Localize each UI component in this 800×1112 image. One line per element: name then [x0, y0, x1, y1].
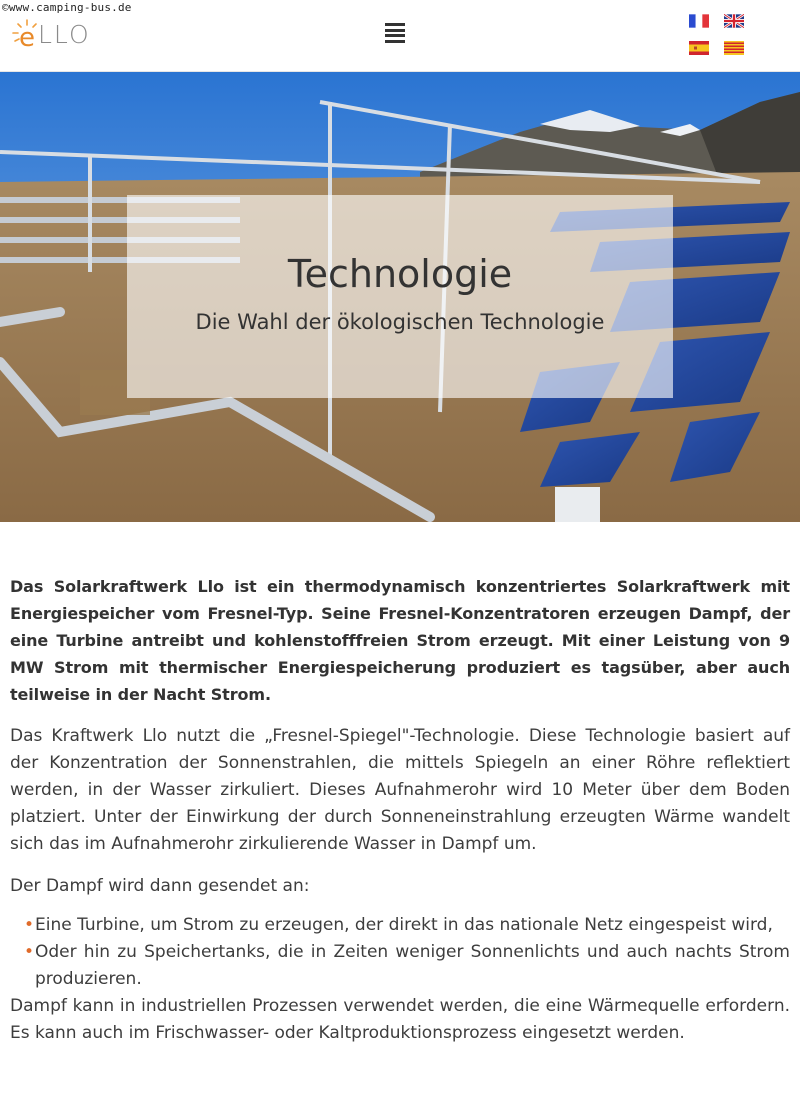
logo-letter: e	[19, 23, 35, 50]
flag-spain-icon[interactable]	[689, 41, 709, 55]
watermark: ©www.camping-bus.de	[2, 1, 132, 14]
industrial-paragraph: Dampf kann in industriellen Prozessen verwendet werden, die eine Wärmequelle erfordern. Es kann auch im Frischwasser- oder Kaltproduktionsprozess eingesetzt werden.	[10, 996, 790, 1043]
main-content	[10, 573, 790, 1062]
flag-uk-icon[interactable]	[724, 14, 744, 28]
logo[interactable]	[10, 14, 110, 54]
list-item	[10, 939, 790, 993]
steam-uses-list	[10, 912, 790, 993]
hamburger-icon-bar	[385, 29, 405, 32]
hamburger-icon-bar	[385, 40, 405, 43]
list-item-text: Oder hin zu Speichertanks, die in Zeiten weniger Sonnenlichts und auch nachts Strom produzieren.	[35, 942, 790, 989]
flag-catalonia-icon[interactable]	[724, 41, 744, 55]
page-subtitle: Die Wahl der ökologischen Technologie	[195, 310, 605, 334]
steam-intro-paragraph: Der Dampf wird dann gesendet an:	[10, 876, 310, 896]
list-item	[10, 912, 790, 939]
hamburger-icon-bar	[385, 34, 405, 37]
bullet-icon: •	[24, 942, 35, 962]
bullet-icon: •	[24, 915, 35, 935]
technology-paragraph: Das Kraftwerk Llo nutzt die „Fresnel-Spiegel"-Technologie. Diese Technologie basiert auf der Konzentration der Sonnenstrahlen, die mittels Spiegeln an einer Röhre reflektiert werden, in der Wasser zirkuliert. Dieses Aufnahmerohr wird 10 Meter über dem Boden platziert. Unter der Einwirkung der durch Sonneneinstrahlung erzeugten Wärme wandelt sich das im Aufnahmerohr zirkulierende Wasser in Dampf um.	[10, 726, 790, 854]
hero-banner	[0, 72, 800, 522]
page-title: Technologie	[287, 252, 513, 296]
list-item-text: Eine Turbine, um Strom zu erzeugen, der direkt in das nationale Netz eingespeist wird,	[35, 915, 773, 935]
logo-text: LLO	[38, 20, 91, 49]
hero-text-box	[127, 195, 673, 398]
flag-france-icon[interactable]	[689, 14, 709, 28]
hamburger-icon-bar	[385, 23, 405, 26]
intro-paragraph: Das Solarkraftwerk Llo ist ein thermodynamisch konzentriertes Solarkraftwerk mit Energiespeicher vom Fresnel-Typ. Seine Fresnel-Konzentratoren erzeugen Dampf, der eine Turbine antreibt und kohlenstofffreien Strom erzeugt. Mit einer Leistung von 9 MW Strom mit thermischer Energiespeicherung produziert es tagsüber, aber auch teilweise in der Nacht Strom.	[10, 577, 790, 704]
hamburger-menu-button[interactable]	[385, 23, 405, 43]
